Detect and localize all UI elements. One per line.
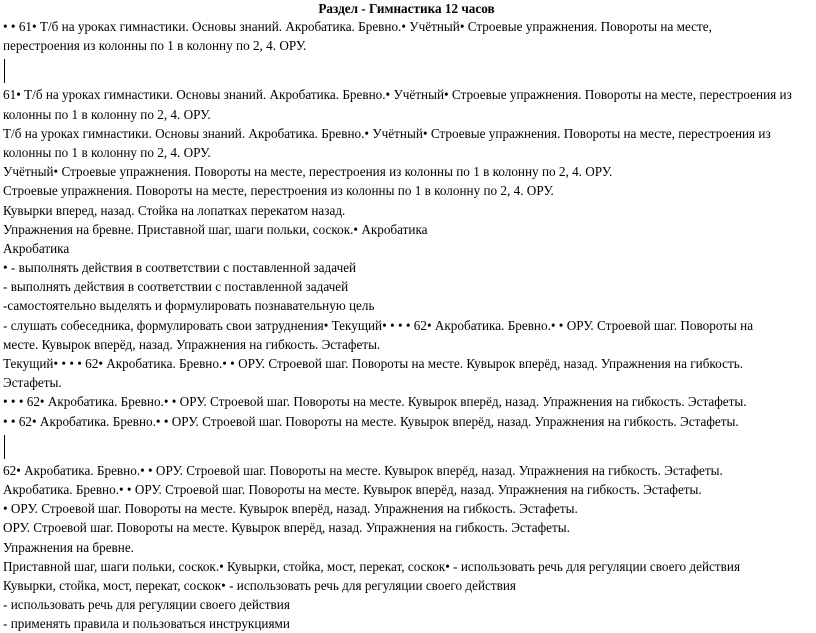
text-line: • - выполнять действия в соответствии с поставленной задачей [3, 260, 357, 276]
text-line: - использовать речь для регуляции своего действия [3, 597, 290, 613]
text-line: Учётный• Строевые упражнения. Повороты на месте, перестроения из колонны по 1 в колонну по 2, 4. ОРУ. [3, 164, 613, 180]
text-block-2 [3, 85, 810, 430]
text-cursor-bar [4, 435, 5, 459]
text-line: • • • 62• Акробатика. Бревно.• • ОРУ. Строевой шаг. Повороты на месте. Кувырок вперёд, назад. Упражнения на гибкость. Эстафеты. [3, 394, 747, 410]
text-line: перестроения из колонны по 1 в колонну по 2, 4. ОРУ. [3, 38, 307, 54]
text-line: Текущий• • • • 62• Акробатика. Бревно.• • ОРУ. Строевой шаг. Повороты на месте. Кувырок вперёд, назад. Упражнения на гибкость. [3, 356, 744, 371]
text-line: Упражнения на бревне. Приставной шаг, шаги польки, соскок.• Акробатика [3, 221, 428, 237]
page-title: Раздел - Гимнастика 12 часов [318, 1, 495, 16]
text-line: • ОРУ. Строевой шаг. Повороты на месте. Кувырок вперёд, назад. Упражнения на гибкость. Эстафеты. [3, 501, 578, 517]
text-line: Приставной шаг, шаги польки, соскок.• Кувырки, стойка, мост, перекат, соскок• - использовать речь для регуляции своего действия [3, 558, 741, 574]
text-line: 62• Акробатика. Бревно.• • ОРУ. Строевой шаг. Повороты на месте. Кувырок вперёд, назад. Упражнения на гибкость. Эстафеты. [3, 462, 723, 478]
text-block-3 [3, 461, 810, 633]
text-line: - выполнять действия в соответствии с поставленной задачей [3, 279, 349, 295]
text-line: Упражнения на бревне. [3, 539, 134, 555]
text-cursor-bar [4, 59, 5, 83]
text-line: Строевые упражнения. Повороты на месте, перестроения из колонны по 1 в колонну по 2, 4. ОРУ. [3, 183, 554, 199]
text-line: 61• Т/б на уроках гимнастики. Основы знаний. Акробатика. Бревно.• Учётный• Строевые упражнения. Повороты на месте, перестроения из [3, 87, 792, 103]
text-cursor-gap [3, 55, 810, 85]
text-block-1 [3, 17, 810, 55]
text-line: - применять правила и пользоваться инструкциями [3, 616, 290, 632]
text-line: месте. Кувырок вперёд, назад. Упражнения на гибкость. Эстафеты. [3, 336, 381, 352]
text-cursor-gap [3, 431, 810, 461]
text-line: колонны по 1 в колонну по 2, 4. ОРУ. [3, 106, 211, 122]
text-line: Акробатика [3, 240, 70, 256]
text-line: Акробатика. Бревно.• • ОРУ. Строевой шаг. Повороты на месте. Кувырок вперёд, назад. Упражнения на гибкость. Эстафеты. [3, 481, 702, 497]
text-line: Кувырки вперед, назад. Стойка на лопатках перекатом назад. [3, 202, 346, 218]
text-line: Эстафеты. [3, 375, 62, 391]
text-line: колонны по 1 в колонну по 2, 4. ОРУ. [3, 144, 211, 160]
text-line: Кувырки, стойка, мост, перекат, соскок• - использовать речь для регуляции своего действия [3, 577, 516, 593]
text-line: -самостоятельно выделять и формулировать познавательную цель [3, 298, 375, 314]
text-line: • • 62• Акробатика. Бревно.• • ОРУ. Строевой шаг. Повороты на месте. Кувырок вперёд, назад. Упражнения на гибкость. Эстафеты. [3, 413, 739, 429]
text-line: Т/б на уроках гимнастики. Основы знаний. Акробатика. Бревно.• Учётный• Строевые упражнения. Повороты на месте, перестроения из [3, 125, 771, 141]
text-line: • • 61• Т/б на уроках гимнастики. Основы знаний. Акробатика. Бревно.• Учётный• Строевые упражнения. Повороты на месте, [3, 19, 712, 34]
text-line: ОРУ. Строевой шаг. Повороты на месте. Кувырок вперёд, назад. Упражнения на гибкость. Эстафеты. [3, 520, 570, 536]
text-line: - слушать собеседника, формулировать свои затруднения• Текущий• • • • 62• Акробатика. Бревно.• • ОРУ. Строевой шаг. Повороты на [3, 317, 754, 333]
